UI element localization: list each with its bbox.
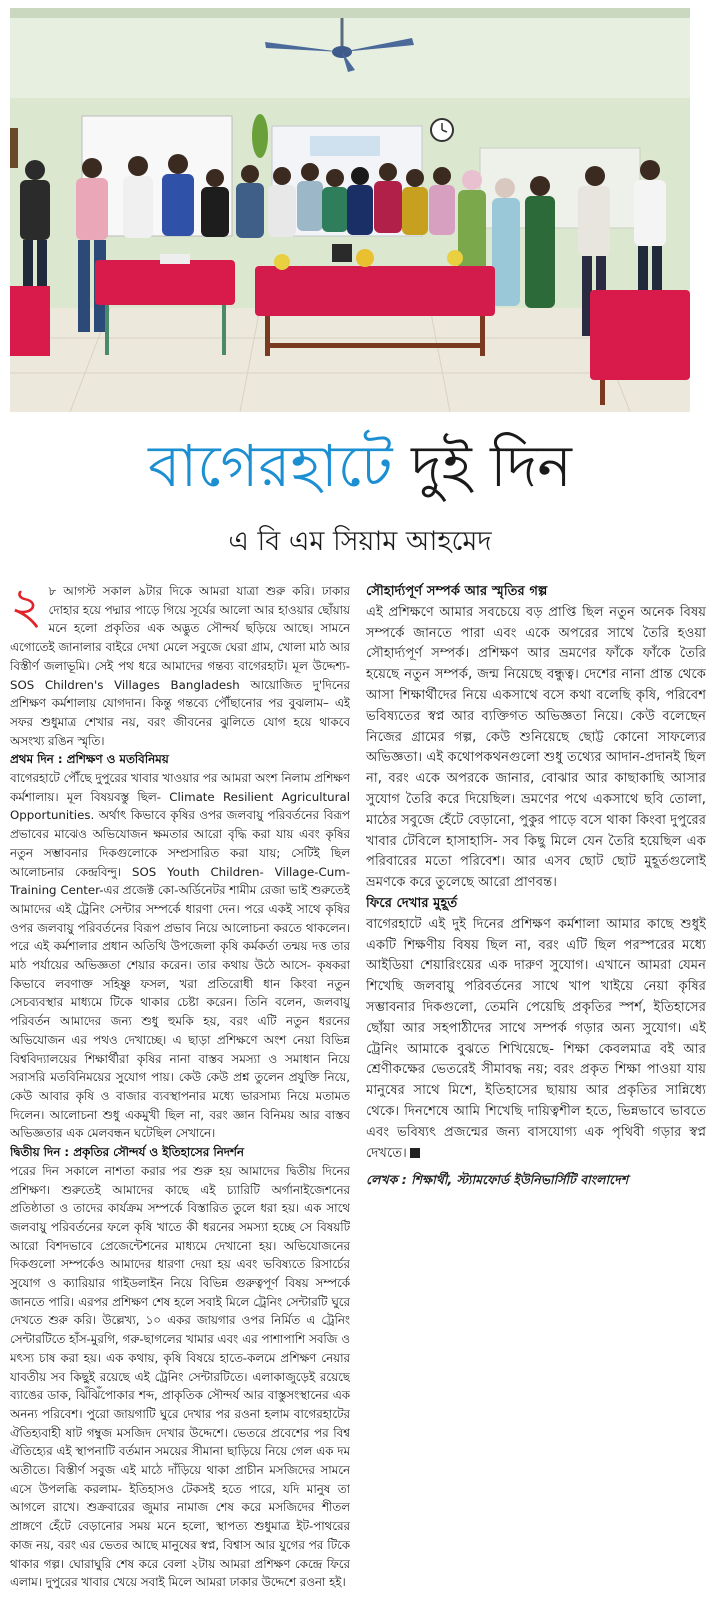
end-mark-icon — [410, 1148, 420, 1158]
author-note — [366, 1170, 706, 1190]
headline-part-1: বাগেরহাটে — [148, 432, 412, 500]
intro-paragraph — [10, 582, 350, 750]
headline — [0, 430, 720, 502]
section-heading-day-one: প্রথম দিন : প্রশিক্ষণ ও মতবিনিময় — [10, 752, 169, 767]
paragraph-looking-back-text: বাগেরহাটে এই দুই দিনের প্রশিক্ষণ কর্মশালা আমার কাছে শুধুই একটি শিক্ষণীয় বিষয় ছিল না, বরং এটি ছিল পরস্পরের মধ্যে আইডিয়া শেয়ারিংয়ের এক দারুণ সুযোগ। এখানে আমরা যেমন শিখেছি জলবায়ু পরিবর্তনের সাথে খাপ খাইয়ে নেয়া কৃষির সম্ভাবনার দিকগুলো, তেমনি পেয়েছি প্রকৃতির স্পর্শ, ইতিহাসের ছোঁয়া আর সহপাঠীদের সাথে সম্পর্ক গড়ার অন্য সুযোগ। এই ট্রেনিং আমাকে বুঝতে শিখিয়েছে- শিক্ষা কেবলমাত্র বই আর শ্রেণীকক্ষের ভেতরেই সীমাবদ্ধ নয়; বরং প্রকৃত শিক্ষা পাওয়া যায় মানুষের সাথে মিশে, ইতিহাসের ছায়ায় আর প্রকৃতির সান্নিধ্যে থেকে। দিনশেষে আমি শিখেছি দায়িত্বশীল হতে, ভিন্নভাবে ভাবতে এবং ভবিষ্যৎ প্রজন্মের জন্য বাসযোগ্য এক পৃথিবী গড়ার স্বপ্ন দেখতে। — [366, 916, 706, 1161]
drop-cap: ২ — [10, 582, 43, 635]
paragraph-day-two: পরের দিন সকালে নাশতা করার পর শুরু হয় আমাদের দ্বিতীয় দিনের প্রশিক্ষণ। শুরুতেই আমাদের কাছে এই চ্যারিটি অর্গানাইজেশনের প্রতিষ্ঠাতা ও তাদের কার্যক্রম সম্পর্কে বিস্তারিত তুলে ধরা হয়। এক সাথে জলবায়ু পরিবর্তনের ফলে কৃষি খাতে কী ধরনের সমস্যা হচ্ছে সে বিষয়টি আরো বিশদভাবে প্রেজেন্টেশনের মাধ্যমে দেখানো হয়। অভিযোজনের দিকগুলো সম্পর্কেও আমাদের ধারণা দেয়া হয় এবং ভবিষ্যতে রিসার্চের সুযোগ ও ক্যারিয়ার গাইডলাইন নিয়ে বিভিন্ন গুরুত্বপূর্ণ বিষয় সম্পর্কে জানতে পারি। এরপর প্রশিক্ষণ শেষ হলে সবাই মিলে ট্রেনিং সেন্টারটি ঘুরে দেখতে শুরু করি। উল্লেখ্য, ১০ একর জায়গার ওপর নির্মিত এ ট্রেনিং সেন্টারটিতে হাঁস-মুরগি, গরু-ছাগলের খামার এবং এর পাশাপাশি সবজি ও মৎস্য চাষ করা হয়। এক কথায়, কৃষি বিষয়ে হাতে-কলমে প্রশিক্ষণ নেয়ার যাবতীয় সব কিছুই রয়েছে এই ট্রেনিং সেন্টারটিতে। এলাকাজুড়েই রয়েছে ব্যাঙের ডাক, ঝিঁঝিঁপোকার শব্দ, প্রাকৃতিক সৌন্দর্য আর বাস্তুসংস্থানের এক অনন্য পরিবেশ। পুরো জায়গাটি ঘুরে দেখার পর রওনা হলাম বাগেরহাটের ঐতিহ্যবাহী ষাট গম্বুজ মসজিদ দেখার উদ্দেশে। ভেতরে প্রবেশের পর বিশ্ব ঐতিহ্যের এই স্থাপনাটি বর্তমান সময়ের সীমানা ছাড়িয়ে নিয়ে গেল এক দম অতীতে। বিস্তীর্ণ সবুজ এই মাঠে দাঁড়িয়ে থাকা প্রাচীন মসজিদের সামনে এসে উপলব্ধি করলাম- ইতিহাসও টেকসই হতে পারে, যদি মানুষ তা আগলে রাখে। শুক্রবারের জুমার নামাজ শেষ করে মসজিদের শীতল প্রাঙ্গণে হেঁটে বেড়ানোর সময় মনে হলো, স্থাপত্য শুধুমাত্র ইট-পাথরের কাজ নয়, বরং এর ভেতর আছে মানুষের স্বপ্ন, বিশ্বাস আর যুগের পর টিকে থাকার গল্প। ঘোরাঘুরি শেষ করে বেলা ২টায় আমরা প্রশিক্ষণ কেন্দ্রে ফিরে এলাম। দুপুরের খাবার খেয়ে সবাই মিলে আমরা ঢাকার উদ্দেশে রওনা হই। — [10, 1163, 350, 1590]
article-column-left — [10, 582, 350, 1592]
intro-text: ৮ আগস্ট সকাল ৯টার দিকে আমরা যাত্রা শুরু করি। ঢাকার দোহার হয়ে পদ্মার পাড়ে গিয়ে সূর্যের আলো আর হাওয়ার ছোঁয়ায় মনে হলো প্রকৃতির এক অদ্ভুত সৌন্দর্য ছড়িয়ে আছে। সামনে এগোতেই জানালার বাইরে দেখা মেলে সবুজে ঘেরা গ্রাম, খোলা মাঠ আর বিস্তীর্ণ জলাভূমি। সেই পথ ধরে আমাদের গন্তব্য বাগেরহাট। মূল উদ্দেশ্য- SOS Children's Villages Bangladesh আয়োজিত দু'দিনের প্রশিক্ষণ কর্মশালায় যোগদান। কিন্তু গন্তব্যে পৌঁছানোর পর বুঝলাম– এই সফর শুধুমাত্র শেখার নয়, বরং জীবনের ঝুলিতে যোগ হয়ে থাকবে অসংখ্য রঙিন স্মৃতি। — [10, 584, 350, 748]
group-photo — [10, 8, 690, 412]
byline: এ বি এম সিয়াম আহমেদ — [228, 526, 492, 557]
paragraph-looking-back — [366, 915, 706, 1165]
headline-part-2: দুই দিন — [411, 432, 572, 500]
paragraph-day-one: বাগেরহাটে পৌঁছে দুপুরের খাবার খাওয়ার পর আমরা অংশ নিলাম প্রশিক্ষণ কর্মশালায়। মূল বিষয়বস্তু ছিল- Climate Resilient Agricultural Opportunities. অর্থাৎ কিভাবে কৃষির ওপর জলবায়ু পরিবর্তনের বিরূপ প্রভাবের মাঝেও অভিযোজন ক্ষমতার আরো বৃদ্ধি করা যায় এবং কৃষির নতুন সম্ভাবনার দিকগুলোকে সম্প্রসারিত করা যায়; সেটিই ছিল আলোচনার কেন্দ্রবিন্দু। SOS Youth Children- Village-Cum-Training Center-এর প্রজেক্ট কো-অর্ডিনেটর শামীম রেজা ভাই শুরুতেই আমাদের এই ট্রেনিং সেন্টার সম্পর্কে ধারণা দেন। পরে একই সাথে কৃষির ওপর জলবায়ু পরিবর্তনের বিরূপ প্রভাব নিয়ে আলোচনা করতে থাকলেন। পরে এই কর্মশালার প্রধান অতিথি উপজেলা কৃষি কর্মকর্তা তন্ময় দত্ত তার মাঠ পর্যায়ের অভিজ্ঞতা শেয়ার করেন। তার কথায় উঠে আসে- কৃষকরা কিভাবে লবণাক্ত সহিষ্ণু ফসল, খরা প্রতিরোধী ধান কিংবা নতুন সেচব্যবস্থার মাধ্যমে টিকে থাকার চেষ্টা করেন। তিনি বলেন, জলবায়ু পরিবর্তন আমাদের জন্য শুধু হুমকি হয়, বরং এটি নতুন ধরনের অভিযোজন এর পথও দেখাচ্ছে। এ ছাড়া প্রশিক্ষণে অংশ নেয়া বিভিন্ন বিশ্ববিদ্যালয়ের শিক্ষার্থীরা কৃষির নানা বাস্তব সমস্যা ও সমাধান নিয়ে সরাসরি মতবিনিময়ের সুযোগ পায়। কেউ কেউ প্রশ্ন তুলেন প্রযুক্তি নিয়ে, কেউ আবার কৃষি ও বাজার ব্যবস্থাপনার মধ্যে ভারসাম্য নিয়ে মতামত দিলেন। আলোচনা শুধু একমুখী ছিল না, বরং জ্ঞান বিনিময় আর বাস্তব অভিজ্ঞতার এক মেলবন্ধন ঘটেছিল সেখানে। — [10, 771, 350, 1141]
author-label: লেখক : — [366, 1172, 407, 1188]
article-column-right — [366, 582, 706, 1592]
section-heading-friendship: সৌহার্দ্যপূর্ণ সম্পর্ক আর স্মৃতির গল্প — [366, 584, 548, 599]
section-heading-day-two: দ্বিতীয় দিন : প্রকৃতির সৌন্দর্য ও ইতিহাসের নিদর্শন — [10, 1145, 244, 1160]
article-body — [10, 582, 706, 1592]
section-heading-looking-back: ফিরে দেখার মুহূর্ত — [366, 895, 458, 911]
wall-clock-icon — [431, 119, 453, 141]
paragraph-friendship: এই প্রশিক্ষণে আমার সবচেয়ে বড় প্রাপ্তি ছিল নতুন অনেক বিষয় সম্পর্কে জানতে পারা এবং একে অপরের সাথে তৈরি হওয়া সৌহার্দ্যপূর্ণ সম্পর্ক। প্রশিক্ষণ আর ভ্রমণের ফাঁকে ফাঁকে তৈরি হয়েছে নতুন সম্পর্ক, জন্ম নিয়েছে বন্ধুত্ব। দেশের নানা প্রান্ত থেকে আসা শিক্ষার্থীদের নিয়ে একসাথে বসে কথা বলেছি কৃষি, পরিবেশ ভবিষ্যতের স্বপ্ন আর ব্যক্তিগত অভিজ্ঞতা নিয়ে। কেউ বলেছেন নিজের গ্রামের গল্প, কেউ শুনিয়েছে ছোট্ট কোনো সাফল্যের অভিজ্ঞতা। এই কথোপকথনগুলো শুধু তথ্যের আদান-প্রদানই ছিল না, বরং একে অপরকে জানার, বোঝার আর কাছাকাছি আসার সুযোগ তৈরি করে দিয়েছিল। ভ্রমণের পথে একসাথে ছবি তোলা, মাঠের সবুজে হেঁটে বেড়ানো, পুকুর পাড়ে বসে থাকা কিংবা দুপুরের খাবার টেবিলে হাসাহাসি- সব কিছু মিলে যেন তৈরি হয়েছিল এক পরিবারের মতো পরিবেশ। আর এসব ছোট ছোট মুহূর্তগুলোই ভ্রমণকে করে তুলেছে আরো প্রাণবন্ত। — [366, 604, 706, 891]
group-photo-illustration — [10, 8, 690, 412]
author-text: শিক্ষার্থী, স্ট্যামফোর্ড ইউনিভার্সিটি বাংলাদেশ — [411, 1172, 629, 1188]
